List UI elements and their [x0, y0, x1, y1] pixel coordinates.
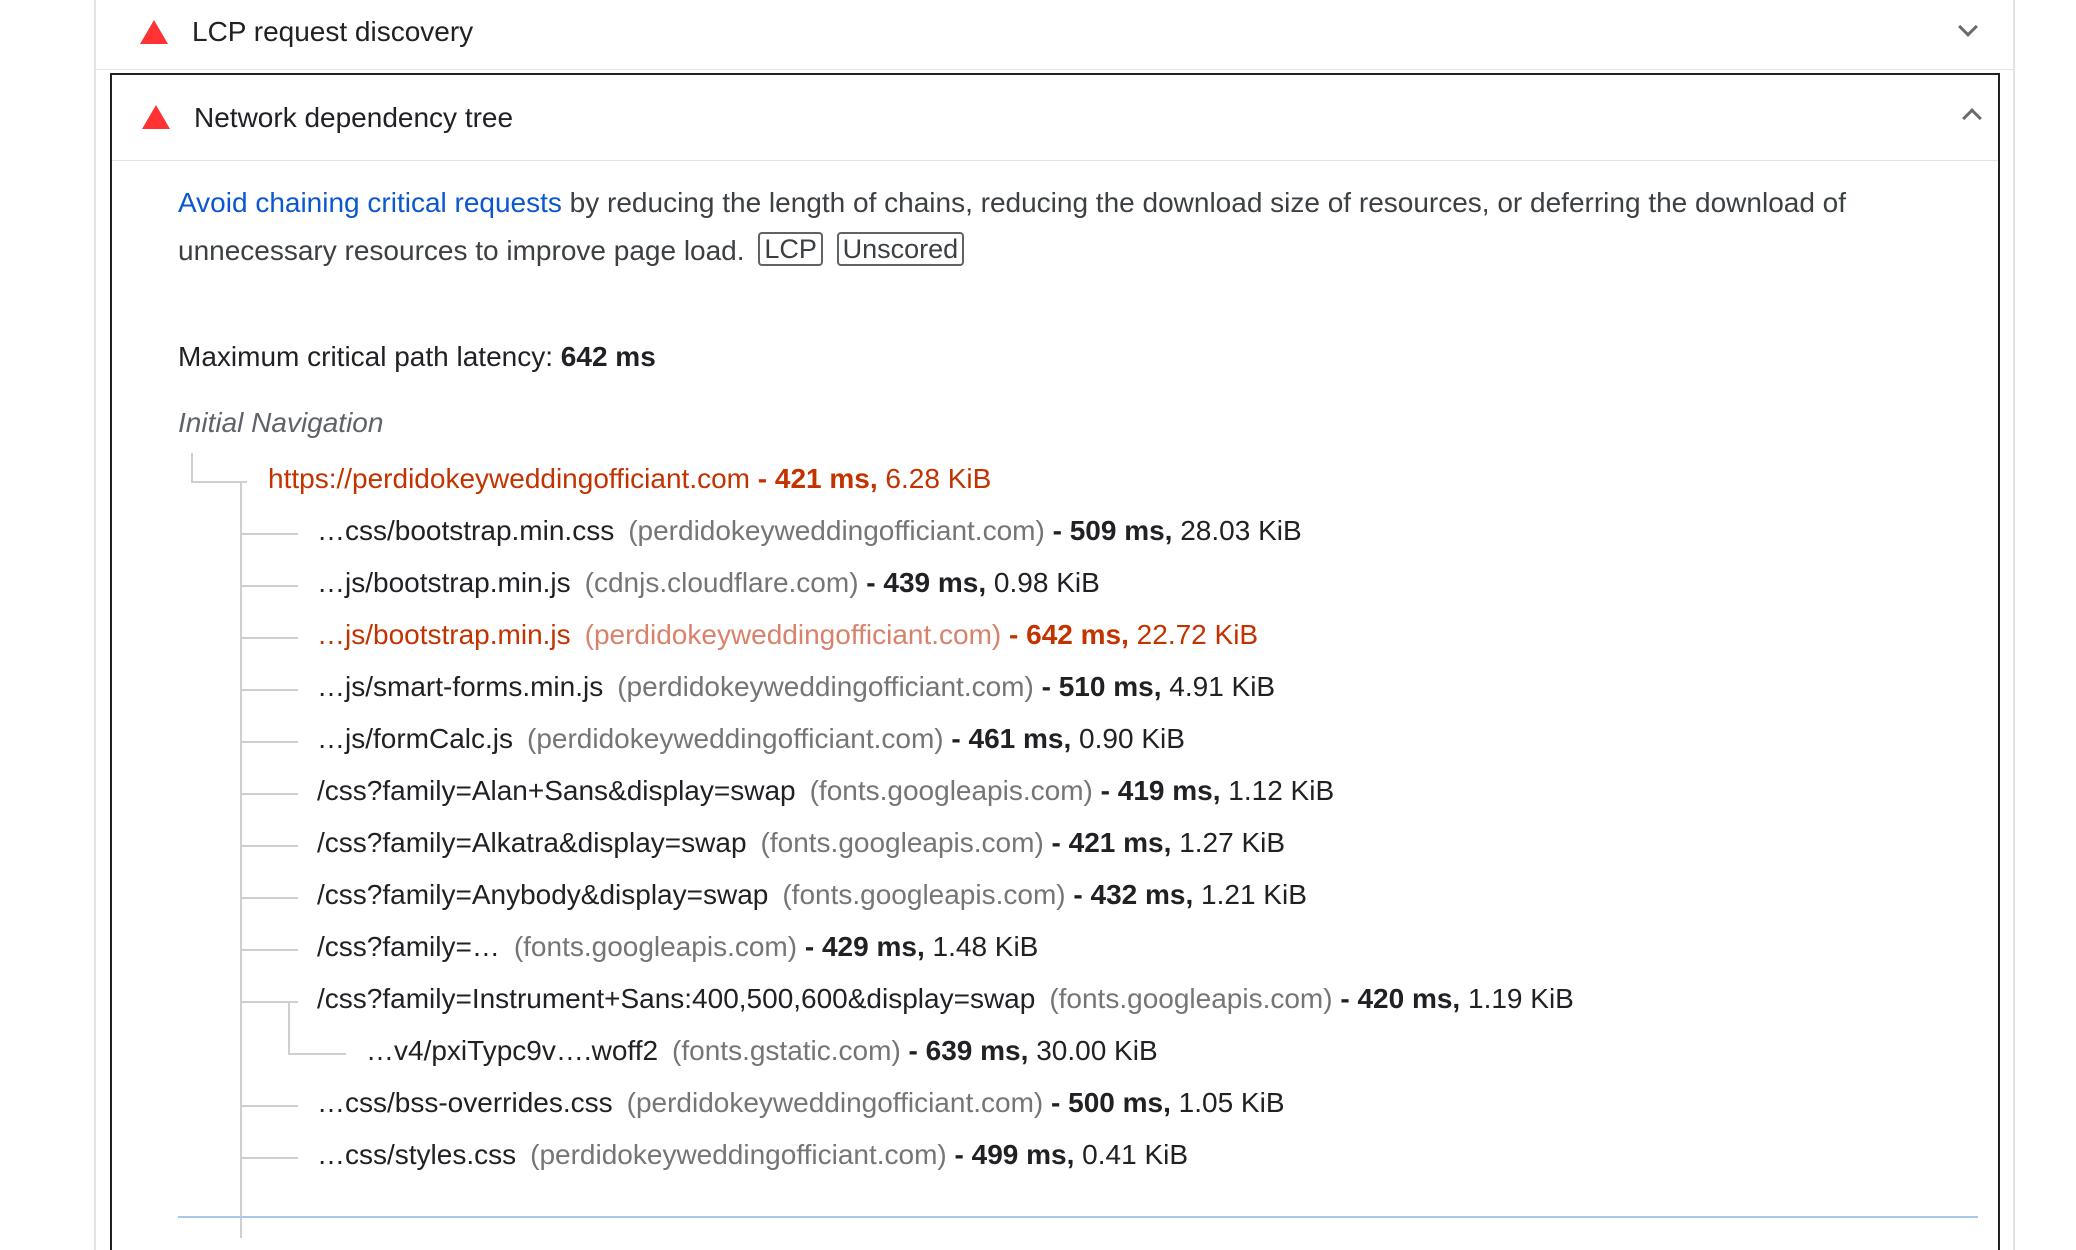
node-host: (fonts.googleapis.com) [513, 931, 798, 962]
tree-connector [288, 1053, 346, 1055]
node-size: 1.12 KiB [1220, 775, 1335, 806]
tree-connector [240, 483, 242, 1238]
node-size: 1.27 KiB [1171, 827, 1286, 858]
tree-node[interactable] [317, 774, 1334, 808]
latency-label: Maximum critical path latency: [178, 341, 561, 372]
node-host: (perdidokeyweddingofficiant.com) [617, 671, 1034, 702]
audit-description [178, 179, 1958, 275]
node-host: (perdidokeyweddingofficiant.com) [530, 1139, 947, 1170]
tree-connector [240, 533, 298, 535]
tree-node[interactable] [317, 826, 1285, 860]
learn-more-link[interactable]: Avoid chaining critical requests [178, 187, 562, 218]
node-host: (fonts.googleapis.com) [809, 775, 1093, 806]
report-border-right [2013, 0, 2015, 1250]
tree-node[interactable] [317, 982, 1574, 1016]
node-size: 0.90 KiB [1071, 723, 1185, 754]
node-host: (fonts.googleapis.com) [1049, 983, 1333, 1014]
tree-node[interactable] [317, 722, 1185, 756]
description-text: by reducing the length of chains, reducing the download size of resources, or deferring the download of unnecessary resources to improve page load. [178, 187, 1847, 266]
section-divider [178, 1216, 1978, 1218]
tree-node[interactable] [317, 514, 1302, 548]
node-size: 1.19 KiB [1460, 983, 1574, 1014]
max-latency [178, 341, 656, 373]
node-latency: - 429 ms, [797, 931, 925, 962]
root-url[interactable]: https://perdidokeyweddingofficiant.com [268, 463, 750, 494]
tree-node[interactable] [317, 1138, 1188, 1172]
tree-connector [240, 1157, 298, 1159]
unscored-chip: Unscored [837, 232, 965, 266]
lcp-chip: LCP [758, 232, 823, 266]
node-host: (perdidokeyweddingofficiant.com) [527, 723, 944, 754]
node-size: 0.41 KiB [1074, 1139, 1189, 1170]
audit-network-dependency-tree [110, 73, 2000, 1250]
report-border-left [94, 0, 96, 1250]
tree-connector [240, 689, 298, 691]
root-size: 6.28 KiB [877, 463, 992, 494]
tree-connector [240, 845, 298, 847]
tree-node[interactable] [317, 566, 1100, 600]
node-size: 0.98 KiB [986, 567, 1100, 598]
node-latency: - 421 ms, [1043, 827, 1172, 858]
root-latency: - 421 ms, [750, 463, 878, 494]
tree-connector [240, 1105, 298, 1107]
node-latency: - 419 ms, [1092, 775, 1221, 806]
audit-title: LCP request discovery [192, 16, 474, 47]
tree-node-critical[interactable] [317, 618, 1258, 652]
node-path[interactable]: /css?family=Anybody&display=swap [317, 879, 769, 910]
node-latency: - 420 ms, [1332, 983, 1461, 1014]
chevron-up-icon[interactable] [1962, 108, 1982, 128]
chevron-down-icon[interactable] [1958, 17, 1978, 37]
node-path[interactable]: /css?family=Alkatra&display=swap [317, 827, 747, 858]
node-latency: - 432 ms, [1065, 879, 1194, 910]
tree-connector [240, 897, 298, 899]
fail-triangle-icon [140, 20, 168, 44]
node-size: 28.03 KiB [1172, 515, 1302, 546]
node-host: (fonts.googleapis.com) [782, 879, 1066, 910]
tree-connector [240, 741, 298, 743]
node-path[interactable]: …js/bootstrap.min.js [317, 567, 571, 598]
audit-title: Network dependency tree [194, 102, 514, 133]
tree-node[interactable] [317, 670, 1275, 704]
node-latency: - 500 ms, [1043, 1087, 1171, 1118]
node-size: 1.21 KiB [1193, 879, 1307, 910]
node-size: 4.91 KiB [1161, 671, 1276, 702]
node-latency: - 439 ms, [858, 567, 987, 598]
audit-lcp-request-discovery[interactable] [96, 0, 2013, 70]
node-path[interactable]: …css/styles.css [317, 1139, 517, 1170]
tree-connector [240, 637, 298, 639]
tree-node[interactable] [317, 930, 1038, 964]
node-host: (perdidokeyweddingofficiant.com) [628, 515, 1045, 546]
tree-node[interactable] [317, 1086, 1285, 1120]
node-path[interactable]: …js/bootstrap.min.js [317, 619, 571, 650]
tree-node[interactable] [317, 878, 1307, 912]
node-path[interactable]: …css/bootstrap.min.css [317, 515, 615, 546]
tree-connector [240, 585, 298, 587]
tree-connector [240, 949, 298, 951]
node-path[interactable]: …css/bss-overrides.css [317, 1087, 613, 1118]
fail-triangle-icon [142, 105, 170, 129]
node-path[interactable]: /css?family=… [317, 931, 500, 962]
node-path[interactable]: …js/formCalc.js [317, 723, 514, 754]
node-path[interactable]: /css?family=Instrument+Sans:400,500,600&display=swap [317, 983, 1036, 1014]
tree-connector [288, 1003, 290, 1053]
node-host: (perdidokeyweddingofficiant.com) [584, 619, 1002, 650]
node-latency: - 509 ms, [1044, 515, 1173, 546]
node-size: 30.00 KiB [1028, 1035, 1158, 1066]
initial-navigation-label: Initial Navigation [178, 407, 384, 438]
node-latency: - 499 ms, [946, 1139, 1075, 1170]
node-path[interactable]: /css?family=Alan+Sans&display=swap [317, 775, 796, 806]
tree-connector [191, 481, 247, 483]
audit-header[interactable] [112, 75, 1998, 161]
node-latency: - 639 ms, [900, 1035, 1029, 1066]
tree-node-nested[interactable] [366, 1034, 1158, 1068]
node-host: (fonts.gstatic.com) [672, 1035, 901, 1066]
node-latency: - 642 ms, [1001, 619, 1129, 650]
node-host: (fonts.googleapis.com) [760, 827, 1044, 858]
tree-connector [240, 793, 298, 795]
node-size: 1.48 KiB [924, 931, 1039, 962]
tree-connector [191, 453, 193, 483]
node-size: 22.72 KiB [1128, 619, 1259, 650]
node-size: 1.05 KiB [1170, 1087, 1285, 1118]
node-host: (cdnjs.cloudflare.com) [584, 567, 859, 598]
node-latency: - 510 ms, [1033, 671, 1162, 702]
node-path[interactable]: …js/smart-forms.min.js [317, 671, 604, 702]
node-latency: - 461 ms, [943, 723, 1072, 754]
node-path[interactable]: …v4/pxiTypc9v….woff2 [366, 1035, 659, 1066]
latency-value: 642 ms [560, 341, 656, 372]
tree-root-node[interactable] [268, 462, 991, 496]
node-host: (perdidokeyweddingofficiant.com) [626, 1087, 1044, 1118]
